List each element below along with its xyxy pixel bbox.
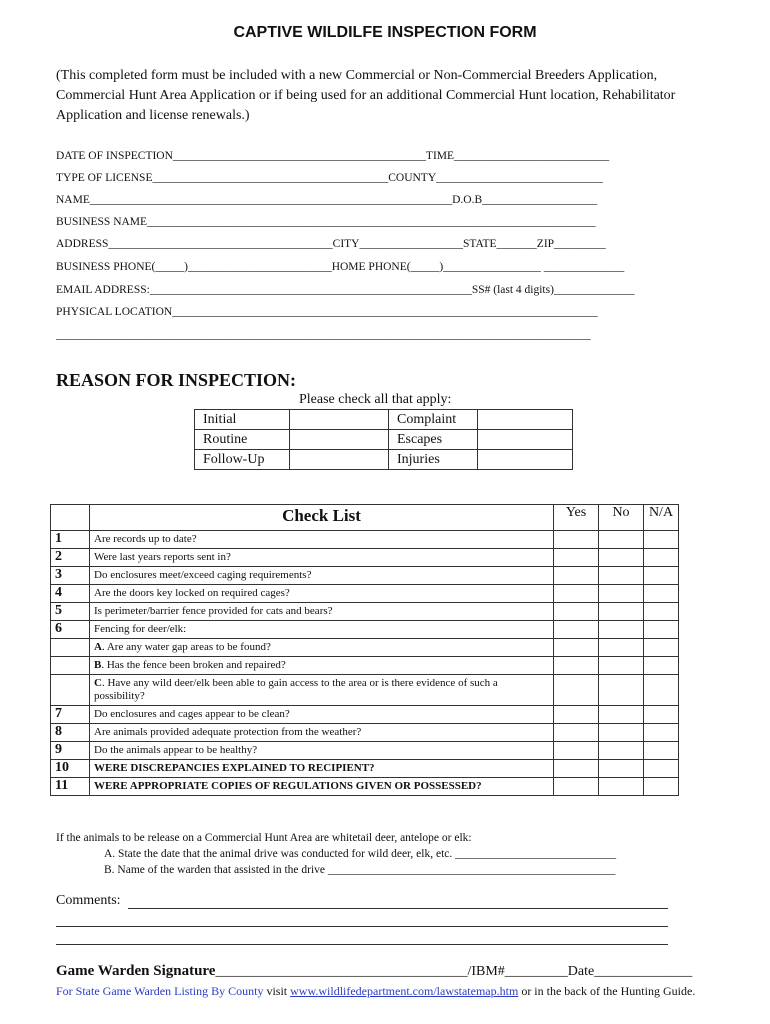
footer-visit: visit [263, 984, 291, 998]
checklist-row-number: 1 [51, 531, 90, 549]
checklist-row-number: 6 [51, 621, 90, 639]
physical-location-field[interactable]: PHYSICAL LOCATION__________________________________________________________________________ [56, 306, 598, 318]
checklist-question: Were last years reports sent in? [90, 549, 554, 567]
checklist-no-cell[interactable] [599, 621, 644, 639]
checklist-question [90, 657, 554, 675]
date-time-field[interactable]: DATE OF INSPECTION____________________________________________TIME___________________________ [56, 150, 610, 162]
checklist-row [51, 724, 679, 742]
checklist-yes-cell[interactable] [554, 531, 599, 549]
checklist-question-prefix: B [94, 659, 102, 671]
checklist-question [90, 639, 554, 657]
reason-option: Routine [195, 430, 290, 450]
checklist-no-cell[interactable] [599, 778, 644, 796]
footer-lead: For State Game Warden Listing By County [56, 984, 264, 998]
checklist-question: Are the doors key locked on required cages? [90, 585, 554, 603]
checklist-no-cell[interactable] [599, 531, 644, 549]
checklist-question: Do the animals appear to be healthy? [90, 742, 554, 760]
yes-column-header: Yes [554, 505, 599, 531]
checklist-na-cell[interactable] [644, 639, 679, 657]
checklist-no-cell[interactable] [599, 639, 644, 657]
checklist-question: Are animals provided adequate protection from the weather? [90, 724, 554, 742]
checklist-no-cell[interactable] [599, 760, 644, 778]
checklist-yes-cell[interactable] [554, 675, 599, 706]
checklist-no-cell[interactable] [599, 567, 644, 585]
checklist-row [51, 778, 679, 796]
comments-line[interactable] [56, 926, 668, 927]
reason-checkbox[interactable] [478, 450, 573, 470]
hunt-intro: If the animals to be release on a Commercial Hunt Area are whitetail deer, antelope or elk: [56, 832, 472, 844]
checklist-no-cell[interactable] [599, 675, 644, 706]
checklist-question-text: . Are any water gap areas to be found? [101, 641, 271, 653]
phone-field[interactable]: BUSINESS PHONE(_____)_________________________HOME PHONE(_____)_________________ ______________ [56, 261, 625, 273]
checklist-row [51, 675, 679, 706]
checklist-yes-cell[interactable] [554, 657, 599, 675]
checklist-question: WERE APPROPRIATE COPIES OF REGULATIONS GIVEN OR POSSESSED? [90, 778, 554, 796]
business-name-field[interactable]: BUSINESS NAME______________________________________________________________________________ [56, 216, 596, 228]
checklist-row [51, 742, 679, 760]
checklist-row-number: 7 [51, 706, 90, 724]
checklist-row [51, 639, 679, 657]
checklist-question-prefix: A [94, 641, 102, 653]
checklist-row [51, 657, 679, 675]
checklist-row-number: 4 [51, 585, 90, 603]
warden-listing-link[interactable]: www.wildlifedepartment.com/lawstatemap.htm [290, 984, 519, 998]
checklist-row-number: 10 [51, 760, 90, 778]
checklist-yes-cell[interactable] [554, 706, 599, 724]
checklist-row-number: 8 [51, 724, 90, 742]
comments-line[interactable] [128, 908, 668, 909]
checklist-yes-cell[interactable] [554, 549, 599, 567]
footer-note [56, 984, 736, 999]
footer-tail: or in the back of the Hunting Guide. [518, 984, 696, 998]
checklist-na-cell[interactable] [644, 778, 679, 796]
checklist-row [51, 531, 679, 549]
license-county-field[interactable]: TYPE OF LICENSE_________________________________________COUNTY_____________________________ [56, 172, 603, 184]
checklist-row [51, 760, 679, 778]
na-column-header: N/A [644, 505, 679, 531]
checklist-question: Do enclosures and cages appear to be clean? [90, 706, 554, 724]
checklist-na-cell[interactable] [644, 742, 679, 760]
physical-location-continuation[interactable]: _____________________________________________________________________________________________ [56, 329, 591, 341]
name-dob-field[interactable]: NAME_______________________________________________________________D.O.B____________________ [56, 194, 598, 206]
signature-ibm-date-field[interactable]: ____________________________________/IBM#_________Date______________ [215, 964, 693, 979]
checklist-na-cell[interactable] [644, 531, 679, 549]
checklist-yes-cell[interactable] [554, 742, 599, 760]
checklist-na-cell[interactable] [644, 724, 679, 742]
checklist-question-prefix: C [94, 677, 102, 689]
checklist-table [50, 504, 679, 796]
hunt-section [56, 830, 616, 878]
email-ss-field[interactable]: EMAIL ADDRESS:________________________________________________________SS# (last 4 digits)______________ [56, 284, 635, 296]
checklist-row [51, 621, 679, 639]
checklist-row [51, 567, 679, 585]
reason-option: Complaint [389, 410, 478, 430]
reason-option: Follow-Up [195, 450, 290, 470]
checklist-na-cell[interactable] [644, 567, 679, 585]
address-field[interactable]: ADDRESS_______________________________________CITY__________________STATE_______ZIP_________ [56, 238, 606, 250]
checklist-yes-cell[interactable] [554, 621, 599, 639]
reason-option: Initial [195, 410, 290, 430]
checklist-na-cell[interactable] [644, 585, 679, 603]
reason-checkbox[interactable] [478, 410, 573, 430]
checklist-yes-cell[interactable] [554, 778, 599, 796]
reason-checkbox[interactable] [290, 450, 389, 470]
check-all-instruction: Please check all that apply: [299, 392, 452, 407]
checklist-row-number: 2 [51, 549, 90, 567]
reason-checkbox[interactable] [290, 430, 389, 450]
checklist-na-cell[interactable] [644, 760, 679, 778]
checklist-na-cell[interactable] [644, 603, 679, 621]
checklist-row-number [51, 639, 90, 657]
checklist-row-number [51, 657, 90, 675]
reason-option: Escapes [389, 430, 478, 450]
checklist-na-cell[interactable] [644, 657, 679, 675]
reason-checkbox[interactable] [478, 430, 573, 450]
checklist-question [90, 675, 554, 706]
checklist-question: WERE DISCREPANCIES EXPLAINED TO RECIPIENT? [90, 760, 554, 778]
checklist-row [51, 549, 679, 567]
checklist-yes-cell[interactable] [554, 603, 599, 621]
reason-option: Injuries [389, 450, 478, 470]
checklist-corner [51, 505, 90, 531]
checklist-row-number: 5 [51, 603, 90, 621]
checklist-question: Fencing for deer/elk: [90, 621, 554, 639]
checklist-row-number [51, 675, 90, 706]
checklist-question-text: . Have any wild deer/elk been able to gain access to the area or is there evidence of such a possibility? [94, 677, 498, 702]
comments-line[interactable] [56, 944, 668, 945]
form-intro: (This completed form must be included with a new Commercial or Non-Commercial Breeders Application, Commercial Hunt Area Application or if being used for an additional Commercial Hunt location, Rehabilitator Application and license renewals.) [56, 68, 676, 123]
checklist-row [51, 585, 679, 603]
checklist-no-cell[interactable] [599, 585, 644, 603]
checklist-yes-cell[interactable] [554, 639, 599, 657]
checklist-na-cell[interactable] [644, 621, 679, 639]
checklist-row-number: 11 [51, 778, 90, 796]
checklist-na-cell[interactable] [644, 675, 679, 706]
checklist-no-cell[interactable] [599, 657, 644, 675]
checklist-row-number: 9 [51, 742, 90, 760]
form-title: CAPTIVE WILDILFE INSPECTION FORM [233, 24, 537, 41]
checklist-row [51, 706, 679, 724]
checklist-yes-cell[interactable] [554, 760, 599, 778]
checklist-yes-cell[interactable] [554, 567, 599, 585]
checklist-no-cell[interactable] [599, 742, 644, 760]
drive-warden-field[interactable]: B. Name of the warden that assisted in the drive __________________________________________________ [104, 864, 616, 876]
checklist-row [51, 603, 679, 621]
checklist-no-cell[interactable] [599, 724, 644, 742]
reason-table [194, 409, 573, 470]
signature-row [56, 963, 692, 980]
checklist-na-cell[interactable] [644, 549, 679, 567]
checklist-question: Are records up to date? [90, 531, 554, 549]
no-column-header: No [599, 505, 644, 531]
checklist-question: Is perimeter/barrier fence provided for cats and bears? [90, 603, 554, 621]
checklist-yes-cell[interactable] [554, 724, 599, 742]
signature-label: Game Warden Signature [56, 963, 216, 979]
checklist-no-cell[interactable] [599, 549, 644, 567]
checklist-question-text: . Has the fence been broken and repaired? [101, 659, 286, 671]
checklist-heading: Check List [90, 505, 554, 531]
drive-date-field[interactable]: A. State the date that the animal drive was conducted for wild deer, elk, etc. ____________________________ [104, 848, 617, 860]
reason-heading: REASON FOR INSPECTION: [56, 370, 297, 390]
checklist-no-cell[interactable] [599, 603, 644, 621]
checklist-row-number: 3 [51, 567, 90, 585]
comments-label: Comments: [56, 893, 121, 908]
checklist-question: Do enclosures meet/exceed caging requirements? [90, 567, 554, 585]
checklist-no-cell[interactable] [599, 706, 644, 724]
checklist-yes-cell[interactable] [554, 585, 599, 603]
checklist-na-cell[interactable] [644, 706, 679, 724]
reason-checkbox[interactable] [290, 410, 389, 430]
